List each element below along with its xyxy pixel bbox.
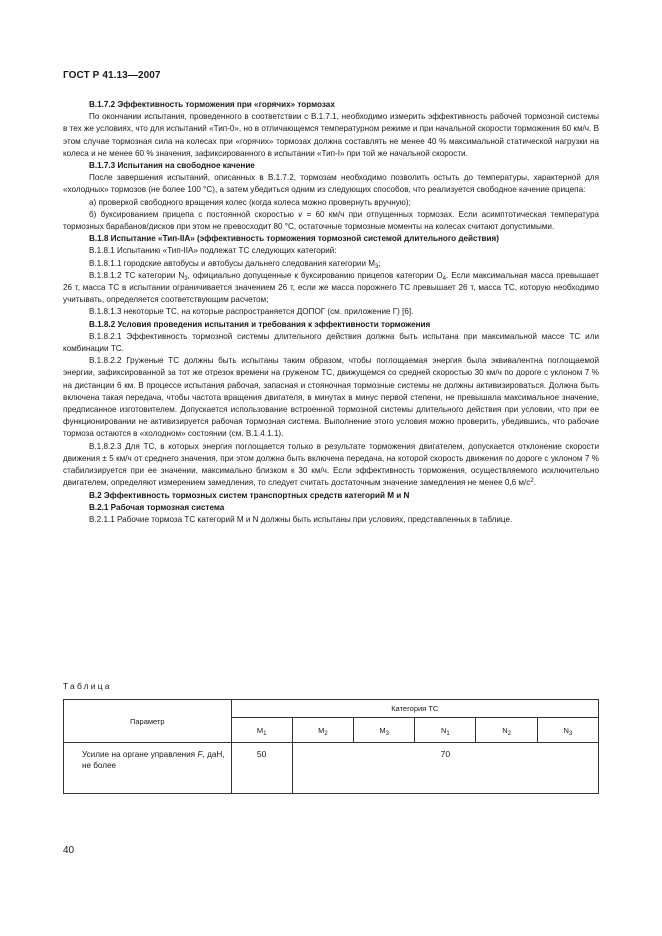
section-title-b21: В.2.1 Рабочая тормозная система — [89, 502, 225, 512]
section-title-b182: В.1.8.2 Условия проведения испытания и требования к эффективности торможения — [89, 319, 431, 329]
section-title-b173: В.1.7.3 Испытания на свободное качение — [89, 161, 255, 171]
paragraph-b1812: В.1.8.1.2 ТС категории $N_3$, официально допущенные к буксированию прицепов категории $О_4$. Если максимальная масса превышает 26 т, масса ТС в испытании ограничивается значением 26 т, если же масса порожнего ТС превышает 26 т, масса ТС, которую необходимо учитывать, определяется соответствующим расчетом; — [63, 270, 599, 305]
section-title-b172: В.1.7.2 Эффективность торможения при «горячих» тормозах — [89, 100, 335, 109]
body-text — [63, 99, 599, 526]
page-number: 40 — [63, 845, 75, 856]
paragraph-b181: В.1.8.1 Испытанию «Тип-IIA» подлежат ТС следующих категорий: — [89, 246, 337, 256]
row-label-control-force: Усилие на органе управления F, даН, не более — [64, 743, 232, 794]
category-n2: $N_2$ — [476, 718, 537, 743]
header-category: Категория ТС — [231, 700, 598, 718]
paragraph-b1822: В.1.8.2.2 Груженые ТС должны быть испытаны таким образом, чтобы поглощаемая энергия была эквивалентна поглощаемой энергии, зафиксированной за тот же отрезок времени на груженом ТС, движущемся со средней скоростью 30 км/ч по дороге с уклоном 7 % на дистанции 6 км. В процессе испытания рабочая, запасная и стояночная тормозные системы не должны активизироваться. Должна быть включена такая передача, чтобы частота вращения двигателя, в минутах в минус первой степени, не превышала максимальное значение, предписанное изготовителем. Допускается использование встроенной тормозной системы длительного действия при условии, что при ее функционировании не активизируется рабочая тормозная система. Выполнение этого условия можно проверить, убедившись, что рабочие тормоза остаются в «холодном» состоянии (см. В.1.4.1.1). — [63, 356, 599, 439]
category-m1: $M_1$ — [231, 718, 292, 743]
list-item-b: б) буксированием прицепа с постоянной скоростью v = 60 км/ч при отпущенных тормозах. Если асимптотическая температура тормозных барабанов/дисков при этом не превосходит 80 °С, остаточные тормозные моменты на колесах считают допустимыми. — [63, 209, 599, 232]
list-item-a: а) проверкой свободного вращения колес (когда колеса можно провернуть вручную); — [89, 197, 411, 207]
section-title-b18: В.1.8 Испытание «Тип-IIA» (эффективность торможения тормозной системой длительного действия) — [89, 234, 499, 244]
section-title-b2: В.2 Эффективность тормозных систем транспортных средств категорий М и N — [89, 490, 410, 500]
value-m1: 50 — [231, 743, 292, 794]
category-n1: $N_1$ — [415, 718, 476, 743]
paragraph-b1821: В.1.8.2.1 Эффективность тормозной системы длительного действия должна быть испытана при максимальной массе ТС или комбинации ТС. — [63, 331, 599, 354]
category-m2: $M_2$ — [292, 718, 353, 743]
paragraph-b172: По окончании испытания, проведенного в соответствии с В.1.7.1, необходимо измерить эффективность рабочей тормозной системы в тех же условиях, что для испытаний «Тип-0», но в отличающемся температурном режиме и при начальной скорости торможения 60 км/ч. В этом случае тормозная сила на колесах при «горячих» тормозах должна составлять не менее 40 % максимальной статической нагрузки на колеса и не менее 60 % значения, зафиксированного в испытании «Тип-I» при той же начальной скорости. — [63, 112, 599, 158]
paragraph-b1813: В.1.8.1.3 некоторые ТС, на которые распространяется ДОПОГ (см. приложение Г) [6]. — [89, 307, 414, 317]
paragraph-b211: В.2.1.1 Рабочие тормоза ТС категорий М и N должны быть испытаны при условиях, представленных в таблице. — [89, 514, 513, 524]
paragraph-b1811: В.1.8.1.1 городские автобусы и автобусы дальнего следования категории $М_3$; — [89, 258, 381, 270]
paragraph-b1823: В.1.8.2.3 Для ТС, в которых энергия поглощается только в результате торможения двигателем, допускается отклонение скорости движения ± 5 км/ч от среднего значения, при этом должна быть включена передача, на которой скорость движения по дороге с уклоном 7 % стабилизируется при ее значении, максимально близком к 30 км/ч. Если эффективность торможения, осуществляемого исключительно двигателем, определяют измерением замедления, то следует считать достаточным значение замедления не менее 0,6 $м/с^2$. — [63, 441, 599, 488]
table-caption: Таблица — [63, 681, 112, 691]
value-others: 70 — [292, 743, 598, 794]
paragraph-b173: После завершения испытаний, описанных в В.1.7.2, тормозам необходимо позволить остыть до температуры, характерной для «холодных» тормозов (не более 100 °С), а затем убедиться одним из следующих способов, что реализуется свободное качение прицепа: — [63, 173, 599, 195]
standard-header: ГОСТ Р 41.13—2007 — [63, 70, 161, 81]
header-parameter: Параметр — [64, 700, 232, 743]
category-n3: $N_3$ — [537, 718, 598, 743]
category-m3: $M_3$ — [354, 718, 415, 743]
brake-test-table — [63, 699, 599, 794]
